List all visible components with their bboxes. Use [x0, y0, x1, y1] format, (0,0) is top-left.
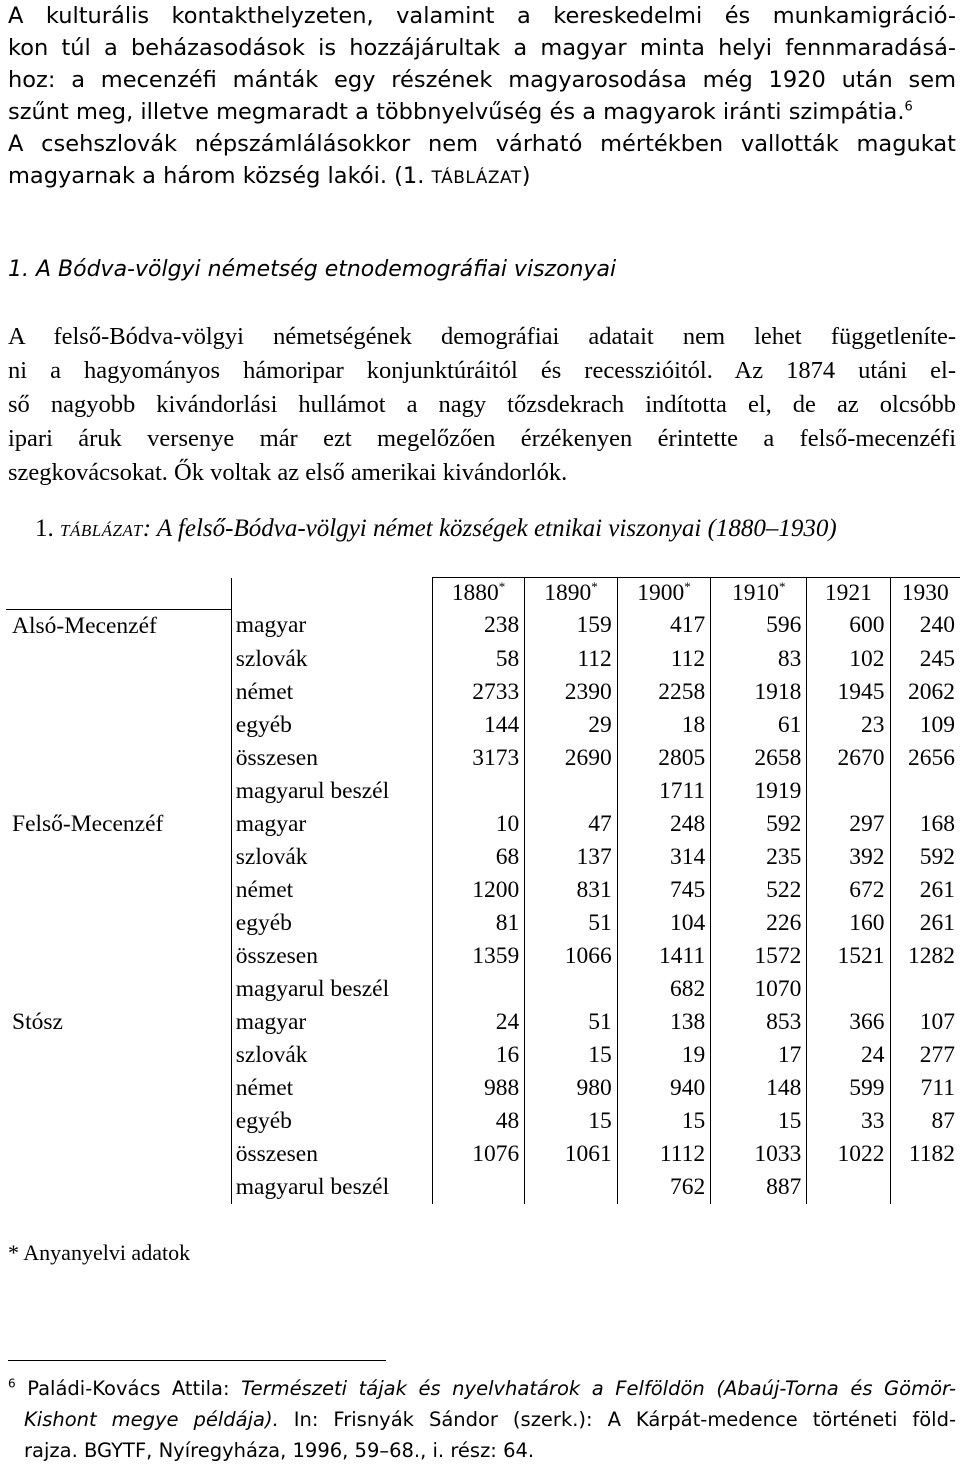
value-cell: 160: [807, 907, 890, 940]
table-body: [6, 609, 960, 1204]
header-blank: [6, 578, 231, 610]
value-cell: [525, 775, 617, 808]
value-cell: 592: [890, 841, 960, 874]
table-row: [6, 1006, 960, 1039]
table-row: [6, 874, 960, 907]
value-cell: 138: [617, 1006, 710, 1039]
value-cell: 83: [711, 643, 807, 676]
value-cell: 2258: [617, 676, 710, 709]
value-cell: 102: [807, 643, 890, 676]
caption-title: : A felső-Bódva-völgyi német községek etnikai viszonyai (1880–1930): [142, 515, 837, 542]
village-name: [6, 1072, 231, 1105]
value-cell: 17: [711, 1039, 807, 1072]
table-row: [6, 973, 960, 1006]
category-label: egyéb: [231, 709, 432, 742]
ethnic-data-table: [6, 577, 960, 1204]
value-cell: 1076: [432, 1138, 524, 1171]
header-blank: [231, 578, 432, 610]
value-cell: [432, 1171, 524, 1204]
village-name: [6, 676, 231, 709]
year-label: 1910: [732, 580, 779, 606]
value-cell: 1070: [711, 973, 807, 1006]
value-cell: 10: [432, 808, 524, 841]
value-cell: [432, 973, 524, 1006]
value-cell: 1572: [711, 940, 807, 973]
value-cell: 23: [807, 709, 890, 742]
table-row: [6, 775, 960, 808]
text-line: ni a hagyományos hámoripar konjunktúráitól és recesszióitól. Az 1874 utáni el-: [8, 357, 956, 384]
text-segment: ): [521, 163, 531, 189]
category-label: magyar: [231, 609, 432, 643]
village-name: Felső-Mecenzéf: [12, 810, 164, 837]
value-cell: [890, 775, 960, 808]
village-name: [6, 841, 231, 874]
value-cell: 15: [525, 1105, 617, 1138]
village-name: [6, 907, 231, 940]
text-segment: szűnt meg, illetve megmaradt a többnyelvűség és a magyarok iránti szimpátia.: [8, 99, 905, 125]
value-cell: 277: [890, 1039, 960, 1072]
village-name: Alsó-Mecenzéf: [12, 612, 157, 639]
footnote-line: [8, 1373, 956, 1404]
table-row: [6, 1105, 960, 1138]
value-cell: 600: [807, 609, 890, 643]
village-name: [6, 874, 231, 907]
value-cell: 711: [890, 1072, 960, 1105]
value-cell: 1033: [711, 1138, 807, 1171]
village-name: [6, 742, 231, 775]
value-cell: 16: [432, 1039, 524, 1072]
value-cell: 33: [807, 1105, 890, 1138]
value-cell: 104: [617, 907, 710, 940]
value-cell: 2805: [617, 742, 710, 775]
table-row: [6, 841, 960, 874]
value-cell: 61: [711, 709, 807, 742]
value-cell: 1945: [807, 676, 890, 709]
value-cell: 159: [525, 609, 617, 643]
footnote-rule: [8, 1360, 386, 1361]
table-reference: TÁBLÁZAT: [431, 168, 522, 188]
category-label: összesen: [231, 742, 432, 775]
value-cell: 417: [617, 609, 710, 643]
value-cell: 887: [711, 1171, 807, 1204]
year-header: [807, 578, 890, 610]
table-note: * Anyanyelvi adatok: [8, 1240, 191, 1265]
year-header: [432, 578, 524, 610]
village-name: [6, 973, 231, 1006]
value-cell: 148: [711, 1072, 807, 1105]
year-label: 1880: [451, 580, 499, 606]
footnote-ref[interactable]: 6: [904, 99, 913, 115]
year-note-mark: *: [498, 579, 506, 595]
caption-label: TÁBLÁZAT: [60, 521, 143, 540]
footnote-title: Természeti tájak és nyelvhatárok a Felföldön (Abaúj-Torna és Gömör-: [241, 1377, 956, 1400]
value-cell: 672: [807, 874, 890, 907]
value-cell: 107: [890, 1006, 960, 1039]
footnote-title: Kishont megye példája).: [24, 1408, 279, 1431]
year-header: [617, 578, 710, 610]
value-cell: 1282: [890, 940, 960, 973]
value-cell: [807, 973, 890, 1006]
year-label: 1890: [544, 580, 592, 606]
value-cell: 366: [807, 1006, 890, 1039]
value-cell: 2658: [711, 742, 807, 775]
year-note-mark: *: [684, 579, 691, 595]
table-row: [6, 1039, 960, 1072]
value-cell: 853: [711, 1006, 807, 1039]
table-row: [6, 1171, 960, 1204]
year-label: 1921: [824, 580, 872, 606]
year-note-mark: *: [591, 579, 598, 595]
value-cell: 988: [432, 1072, 524, 1105]
category-label: magyarul beszél: [231, 775, 432, 808]
table-header-row: [6, 578, 960, 610]
year-header: [711, 578, 807, 610]
table-caption: [35, 512, 837, 548]
value-cell: 18: [617, 709, 710, 742]
value-cell: 15: [711, 1105, 807, 1138]
value-cell: 1918: [711, 676, 807, 709]
category-label: szlovák: [231, 841, 432, 874]
value-cell: 261: [890, 874, 960, 907]
text-segment: magyarnak a három község lakói. (1.: [8, 163, 432, 189]
year-header: [525, 578, 617, 610]
value-cell: 2390: [525, 676, 617, 709]
value-cell: 980: [525, 1072, 617, 1105]
category-label: német: [231, 676, 432, 709]
text-line: A felső-Bódva-völgyi németségének demográfiai adatait nem lehet függetleníte-: [8, 323, 956, 350]
value-cell: 24: [432, 1006, 524, 1039]
value-cell: 235: [711, 841, 807, 874]
footnote-line: rajza. BGYTF, Nyíregyháza, 1996, 59–68., i. rész: 64.: [24, 1439, 535, 1462]
village-name: [6, 709, 231, 742]
value-cell: 1359: [432, 940, 524, 973]
category-label: szlovák: [231, 1039, 432, 1072]
table-row: [6, 808, 960, 841]
value-cell: 1112: [617, 1138, 710, 1171]
value-cell: [890, 973, 960, 1006]
value-cell: 522: [711, 874, 807, 907]
value-cell: 248: [617, 808, 710, 841]
text-line: A kulturális kontakthelyzeten, valamint a kereskedelmi és munkamigráció-: [8, 3, 956, 29]
value-cell: [525, 1171, 617, 1204]
village-name: [6, 643, 231, 676]
value-cell: 297: [807, 808, 890, 841]
table-row: [6, 676, 960, 709]
year-note-mark: *: [779, 579, 786, 595]
value-cell: 831: [525, 874, 617, 907]
value-cell: 940: [617, 1072, 710, 1105]
value-cell: 1022: [807, 1138, 890, 1171]
text-line: szegkovácsokat. Ők voltak az első amerikai kivándorlók.: [8, 459, 568, 486]
category-label: összesen: [231, 940, 432, 973]
caption-number: 1.: [35, 515, 60, 542]
footnote-line: [8, 1404, 956, 1435]
value-cell: 109: [890, 709, 960, 742]
category-label: összesen: [231, 1138, 432, 1171]
value-cell: [807, 1171, 890, 1204]
value-cell: 1919: [711, 775, 807, 808]
value-cell: [890, 1171, 960, 1204]
village-name: [6, 775, 231, 808]
value-cell: 1521: [807, 940, 890, 973]
category-label: magyarul beszél: [231, 1171, 432, 1204]
value-cell: 47: [525, 808, 617, 841]
value-cell: 599: [807, 1072, 890, 1105]
value-cell: 19: [617, 1039, 710, 1072]
value-cell: 1182: [890, 1138, 960, 1171]
value-cell: 112: [617, 643, 710, 676]
value-cell: 2670: [807, 742, 890, 775]
year-header: [890, 578, 960, 610]
value-cell: 1411: [617, 940, 710, 973]
value-cell: 392: [807, 841, 890, 874]
value-cell: 238: [432, 609, 524, 643]
value-cell: 682: [617, 973, 710, 1006]
value-cell: 2733: [432, 676, 524, 709]
value-cell: 762: [617, 1171, 710, 1204]
text-line: hoz: a mecenzéfi mánták egy részének magyarosodása még 1920 után sem: [8, 67, 956, 93]
village-name: [6, 1039, 231, 1072]
category-label: magyar: [231, 808, 432, 841]
year-label: 1900: [637, 580, 685, 606]
value-cell: 1061: [525, 1138, 617, 1171]
value-cell: 3173: [432, 742, 524, 775]
text-line: [8, 160, 956, 194]
value-cell: 15: [617, 1105, 710, 1138]
value-cell: 245: [890, 643, 960, 676]
value-cell: 1200: [432, 874, 524, 907]
category-label: német: [231, 874, 432, 907]
footnote-source: In: Frisnyák Sándor (szerk.): A Kárpát-medence történeti föld-: [278, 1408, 956, 1431]
value-cell: [432, 775, 524, 808]
table-row: [6, 907, 960, 940]
category-label: német: [231, 1072, 432, 1105]
body-paragraph: [8, 320, 956, 490]
table-row: [6, 643, 960, 676]
value-cell: 24: [807, 1039, 890, 1072]
value-cell: 137: [525, 841, 617, 874]
village-name: [6, 1138, 231, 1171]
table-row: [6, 1138, 960, 1171]
value-cell: 2656: [890, 742, 960, 775]
value-cell: 144: [432, 709, 524, 742]
value-cell: 168: [890, 808, 960, 841]
section-heading: 1. A Bódva-völgyi németség etnodemográfiai viszonyai: [8, 257, 617, 282]
value-cell: 58: [432, 643, 524, 676]
value-cell: 261: [890, 907, 960, 940]
text-line: [8, 96, 956, 128]
value-cell: 1066: [525, 940, 617, 973]
text-line: kon túl a beházasodások is hozzájárultak a magyar minta helyi fennmaradásá-: [8, 35, 956, 61]
table-row: [6, 709, 960, 742]
category-label: magyarul beszél: [231, 973, 432, 1006]
value-cell: 68: [432, 841, 524, 874]
footnote-author: Paládi-Kovács Attila:: [15, 1377, 242, 1400]
category-label: szlovák: [231, 643, 432, 676]
value-cell: 226: [711, 907, 807, 940]
year-label: 1930: [901, 580, 949, 606]
table-row: [6, 1072, 960, 1105]
value-cell: 596: [711, 609, 807, 643]
village-name: [6, 940, 231, 973]
village-name: Stósz: [12, 1008, 63, 1035]
text-line: A csehszlovák népszámlálásokkor nem várható mértékben vallották magukat: [8, 131, 956, 157]
value-cell: 29: [525, 709, 617, 742]
category-label: magyar: [231, 1006, 432, 1039]
value-cell: 51: [525, 1006, 617, 1039]
value-cell: 15: [525, 1039, 617, 1072]
value-cell: 87: [890, 1105, 960, 1138]
value-cell: [525, 973, 617, 1006]
category-label: egyéb: [231, 907, 432, 940]
value-cell: 314: [617, 841, 710, 874]
village-name: [6, 1105, 231, 1138]
value-cell: 2062: [890, 676, 960, 709]
value-cell: 592: [711, 808, 807, 841]
text-line: ipari áruk versenye már ezt megelőzően érzékenyen érintette a felső-mecenzéfi: [8, 425, 956, 452]
value-cell: 240: [890, 609, 960, 643]
value-cell: 51: [525, 907, 617, 940]
footnote: [8, 1373, 956, 1466]
intro-paragraph: [8, 0, 956, 194]
text-line: ső nagyobb kivándorlási hullámot a nagy tőzsdekrach indította el, de az olcsóbb: [8, 391, 956, 418]
table-row: [6, 609, 960, 643]
value-cell: 745: [617, 874, 710, 907]
table-row: [6, 940, 960, 973]
footnote-number: 6: [8, 1376, 16, 1391]
value-cell: [807, 775, 890, 808]
value-cell: 48: [432, 1105, 524, 1138]
value-cell: 112: [525, 643, 617, 676]
value-cell: 1711: [617, 775, 710, 808]
village-name: [6, 1171, 231, 1204]
table-row: [6, 742, 960, 775]
value-cell: 2690: [525, 742, 617, 775]
category-label: egyéb: [231, 1105, 432, 1138]
value-cell: 81: [432, 907, 524, 940]
